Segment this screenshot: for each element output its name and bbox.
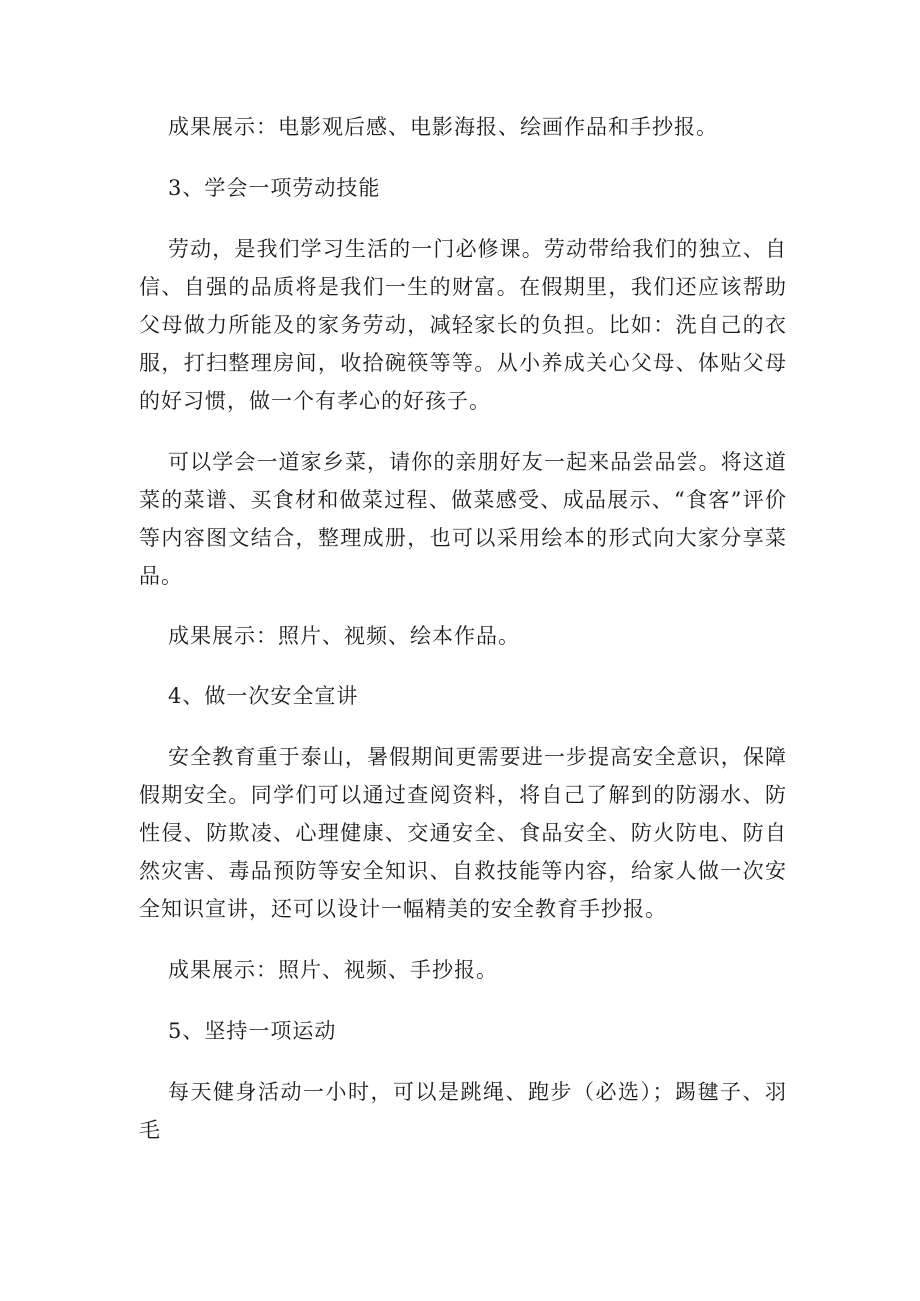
paragraph-result-film: 成果展示：电影观后感、电影海报、绘画作品和手抄报。 (168, 115, 718, 139)
heading-labor-skill: 3、学会一项劳动技能 (168, 176, 381, 200)
paragraph-safety-education: 安全教育重于泰山，暑假期间更需要进一步提高安全意识，保障假期安全。同学们可以通过查阅资料，将自己了解到的防溺水、防性侵、防欺凌、心理健康、交通安全、食品安全、防火防电、防自然灾害、毒品预防等安全知识、自救技能等内容，给家人做一次安全知识宣讲，还可以设计一幅精美的安全教育手抄报。 (139, 745, 787, 921)
paragraph-hometown-dish: 可以学会一道家乡菜，请你的亲朋好友一起来品尝品尝。将这道菜的菜谱、买食材和做菜过程、做菜感受、成品展示、“食客”评价等内容图文结合，整理成册，也可以采用绘本的形式向大家分享菜品。 (139, 450, 787, 588)
heading-safety-talk: 4、做一次安全宣讲 (168, 684, 359, 708)
document-body (139, 108, 787, 1149)
paragraph-daily-exercise: 每天健身活动一小时，可以是跳绳、跑步（必选）；踢毽子、羽毛 (139, 1080, 787, 1142)
heading-sport: 5、坚持一项运动 (168, 1019, 337, 1043)
paragraph-labor-intro: 劳动，是我们学习生活的一门必修课。劳动带给我们的独立、自信、自强的品质将是我们一生的财富。在假期里，我们还应该帮助父母做力所能及的家务劳动，减轻家长的负担。比如：洗自己的衣服，打扫整理房间，收拾碗筷等等。从小养成关心父母、体贴父母的好习惯，做一个有孝心的好孩子。 (139, 237, 787, 413)
paragraph-result-dish: 成果展示：照片、视频、绘本作品。 (168, 624, 520, 648)
paragraph-result-safety: 成果展示：照片、视频、手抄报。 (168, 958, 498, 982)
